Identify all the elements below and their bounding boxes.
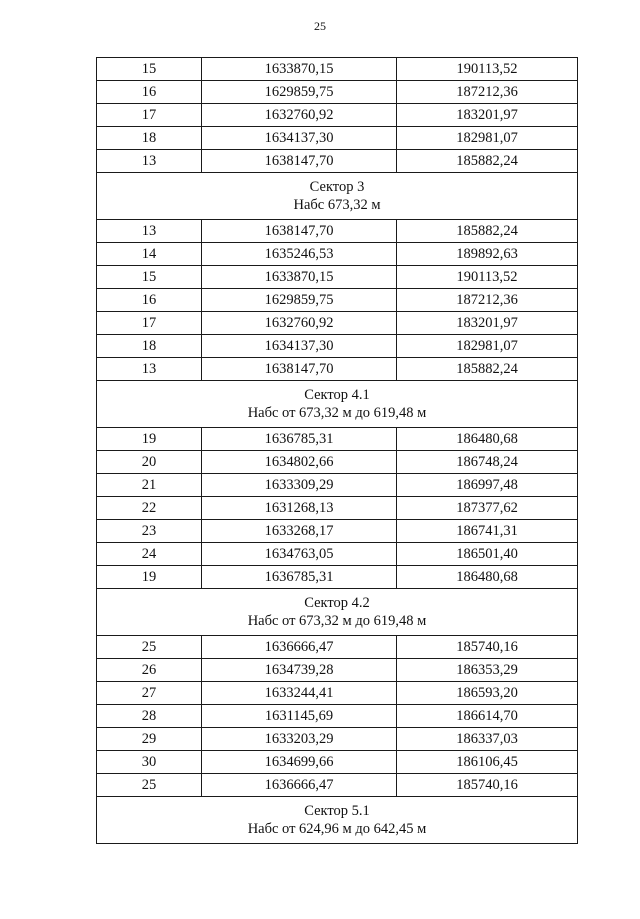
table-row [97,220,578,243]
table-row [97,289,578,312]
table-row [97,335,578,358]
point-number-cell: 16 [97,289,202,312]
y-coordinate-cell: 187377,62 [397,497,578,520]
point-number-cell: 13 [97,358,202,381]
y-coordinate-cell: 186353,29 [397,659,578,682]
table-row [97,705,578,728]
x-coordinate-cell: 1634802,66 [202,451,397,474]
y-coordinate-cell: 187212,36 [397,81,578,104]
point-number-cell: 29 [97,728,202,751]
coordinates-table [96,57,578,844]
point-number-cell: 18 [97,335,202,358]
point-number-cell: 20 [97,451,202,474]
table-row [97,659,578,682]
point-number-cell: 15 [97,266,202,289]
x-coordinate-cell: 1633309,29 [202,474,397,497]
y-coordinate-cell: 183201,97 [397,312,578,335]
table-row [97,566,578,589]
y-coordinate-cell: 183201,97 [397,104,578,127]
y-coordinate-cell: 190113,52 [397,58,578,81]
x-coordinate-cell: 1638147,70 [202,358,397,381]
table-row [97,728,578,751]
x-coordinate-cell: 1636666,47 [202,774,397,797]
x-coordinate-cell: 1633870,15 [202,58,397,81]
y-coordinate-cell: 186741,31 [397,520,578,543]
y-coordinate-cell: 190113,52 [397,266,578,289]
y-coordinate-cell: 186480,68 [397,428,578,451]
sector-header-row [97,797,578,844]
x-coordinate-cell: 1631268,13 [202,497,397,520]
sector-title: Сектор 4.1 [304,387,370,403]
point-number-cell: 19 [97,428,202,451]
x-coordinate-cell: 1635246,53 [202,243,397,266]
y-coordinate-cell: 185882,24 [397,220,578,243]
table-row [97,428,578,451]
sector-header-row [97,173,578,220]
table-row [97,497,578,520]
point-number-cell: 18 [97,127,202,150]
y-coordinate-cell: 182981,07 [397,335,578,358]
y-coordinate-cell: 186480,68 [397,566,578,589]
x-coordinate-cell: 1632760,92 [202,104,397,127]
sector-header-row [97,589,578,636]
coordinates-table-body [97,58,578,844]
table-row [97,682,578,705]
y-coordinate-cell: 186106,45 [397,751,578,774]
table-row [97,543,578,566]
x-coordinate-cell: 1629859,75 [202,81,397,104]
sector-height-range: Набс от 673,32 м до 619,48 м [247,405,427,421]
sector-title: Сектор 5.1 [304,803,370,819]
x-coordinate-cell: 1634739,28 [202,659,397,682]
x-coordinate-cell: 1633870,15 [202,266,397,289]
table-row [97,451,578,474]
point-number-cell: 28 [97,705,202,728]
table-row [97,358,578,381]
point-number-cell: 25 [97,774,202,797]
point-number-cell: 30 [97,751,202,774]
sector-header-cell [97,797,578,844]
table-row [97,58,578,81]
point-number-cell: 15 [97,58,202,81]
point-number-cell: 13 [97,150,202,173]
y-coordinate-cell: 185740,16 [397,774,578,797]
x-coordinate-cell: 1638147,70 [202,220,397,243]
y-coordinate-cell: 185882,24 [397,358,578,381]
y-coordinate-cell: 186997,48 [397,474,578,497]
point-number-cell: 17 [97,104,202,127]
point-number-cell: 23 [97,520,202,543]
sector-title: Сектор 3 [309,179,365,195]
y-coordinate-cell: 185882,24 [397,150,578,173]
page-number: 25 [314,19,326,33]
y-coordinate-cell: 186337,03 [397,728,578,751]
sector-header-row [97,381,578,428]
table-row [97,243,578,266]
point-number-cell: 17 [97,312,202,335]
point-number-cell: 21 [97,474,202,497]
sector-height-range: Набс 673,32 м [293,197,381,213]
x-coordinate-cell: 1636785,31 [202,566,397,589]
y-coordinate-cell: 189892,63 [397,243,578,266]
x-coordinate-cell: 1634699,66 [202,751,397,774]
sector-title: Сектор 4.2 [304,595,370,611]
x-coordinate-cell: 1634137,30 [202,127,397,150]
point-number-cell: 22 [97,497,202,520]
x-coordinate-cell: 1634137,30 [202,335,397,358]
table-row [97,81,578,104]
x-coordinate-cell: 1638147,70 [202,150,397,173]
point-number-cell: 26 [97,659,202,682]
y-coordinate-cell: 185740,16 [397,636,578,659]
table-row [97,751,578,774]
table-row [97,104,578,127]
table-row [97,636,578,659]
y-coordinate-cell: 182981,07 [397,127,578,150]
table-row [97,266,578,289]
sector-header-cell [97,173,578,220]
sector-height-range: Набс от 673,32 м до 619,48 м [247,613,427,629]
table-row [97,520,578,543]
x-coordinate-cell: 1629859,75 [202,289,397,312]
x-coordinate-cell: 1633244,41 [202,682,397,705]
point-number-cell: 16 [97,81,202,104]
y-coordinate-cell: 186748,24 [397,451,578,474]
y-coordinate-cell: 186501,40 [397,543,578,566]
sector-header-cell [97,589,578,636]
y-coordinate-cell: 186614,70 [397,705,578,728]
sector-header-cell [97,381,578,428]
y-coordinate-cell: 187212,36 [397,289,578,312]
x-coordinate-cell: 1636785,31 [202,428,397,451]
x-coordinate-cell: 1633203,29 [202,728,397,751]
point-number-cell: 27 [97,682,202,705]
x-coordinate-cell: 1636666,47 [202,636,397,659]
point-number-cell: 14 [97,243,202,266]
point-number-cell: 13 [97,220,202,243]
x-coordinate-cell: 1634763,05 [202,543,397,566]
point-number-cell: 19 [97,566,202,589]
x-coordinate-cell: 1631145,69 [202,705,397,728]
point-number-cell: 25 [97,636,202,659]
table-row [97,312,578,335]
x-coordinate-cell: 1632760,92 [202,312,397,335]
point-number-cell: 24 [97,543,202,566]
table-row [97,474,578,497]
y-coordinate-cell: 186593,20 [397,682,578,705]
x-coordinate-cell: 1633268,17 [202,520,397,543]
table-row [97,127,578,150]
table-row [97,150,578,173]
sector-height-range: Набс от 624,96 м до 642,45 м [247,821,427,837]
table-row [97,774,578,797]
